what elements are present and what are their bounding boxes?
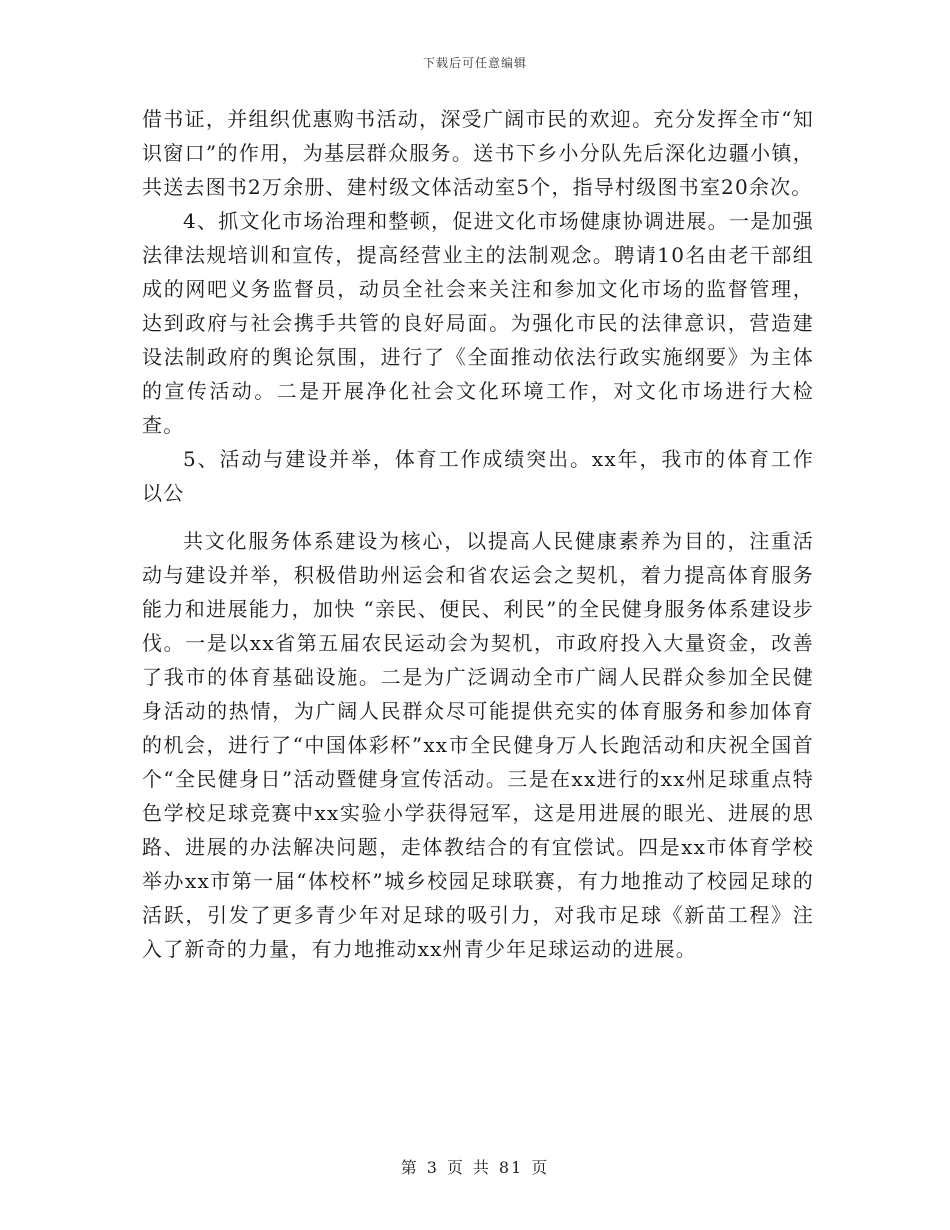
page-label: 第 <box>400 1158 419 1177</box>
current-page-number: 3 <box>426 1158 439 1177</box>
page-number-footer <box>0 1155 950 1178</box>
paragraph-body: 共文化服务体系建设为核心，以提高人民健康素养为目的，注重活动与建设并举，积极借助州运会和省农运会之契机，着力提高体育服务能力和进展能力，加快 “亲民、便民、利民”的全民健身服务体系建设步伐。一是以xx省第五届农民运动会为契机，市政府投入大量资金，改善了我市的体育基础设施。二是为广泛调动全市广阔人民群众参加全民健身活动的热情，为广阔人民群众尽可能提供充实的体育服务和参加体育的机会，进行了“中国体彩杯”xx市全民健身万人长跑活动和庆祝全国首个“全民健身日”活动暨健身宣传活动。三是在xx进行的xx州足球重点特色学校足球竞赛中xx实验小学获得冠军，这是用进展的眼光、进展的思路、进展的办法解决问题，走体教结合的有宜偿试。四是xx市体育学校举办xx市第一届“体校杯”城乡校园足球联赛，有力地推动了校园足球的活跃，引发了更多青少年对足球的吸引力，对我市足球《新苗工程》注入了新奇的力量，有力地推动xx州青少年足球运动的进展。 <box>142 529 814 961</box>
paragraph-continued: 借书证，并组织优惠购书活动，深受广阔市民的欢迎。充分发挥全市“知识窗口”的作用，为基层群众服务。送书下乡小分队先后深化边疆小镇，共送去图书2万余册、建村级文体活动室5个，指导村级图书室20余次。 <box>142 107 814 199</box>
page-header-note: 下载后可任意编辑 <box>422 56 527 70</box>
page-unit-label-2: 页 <box>531 1158 550 1177</box>
paragraph-item-4: 4、抓文化市场治理和整顿，促进文化市场健康协调进展。一是加强法律法规培训和宣传，提高经营业主的法制观念。聘请10名由老干部组成的网吧义务监督员，动员全社会来关注和参加文化市场的监督管理，达到政府与社会携手共管的良好局面。为强化市民的法律意识，营造建设法制政府的舆论氛围，进行了《全面推动依法行政实施纲要》为主体的宣传活动。二是开展净化社会文化环境工作，对文化市场进行大检查。 <box>142 209 814 437</box>
page-unit-label: 页 <box>446 1158 465 1177</box>
document-body <box>142 102 814 966</box>
paragraph-item-5: 5、活动与建设并举，体育工作成绩突出。xx年，我市的体育工作以公 <box>142 447 814 505</box>
total-label: 共 <box>472 1158 491 1177</box>
total-pages-number: 81 <box>498 1158 524 1177</box>
